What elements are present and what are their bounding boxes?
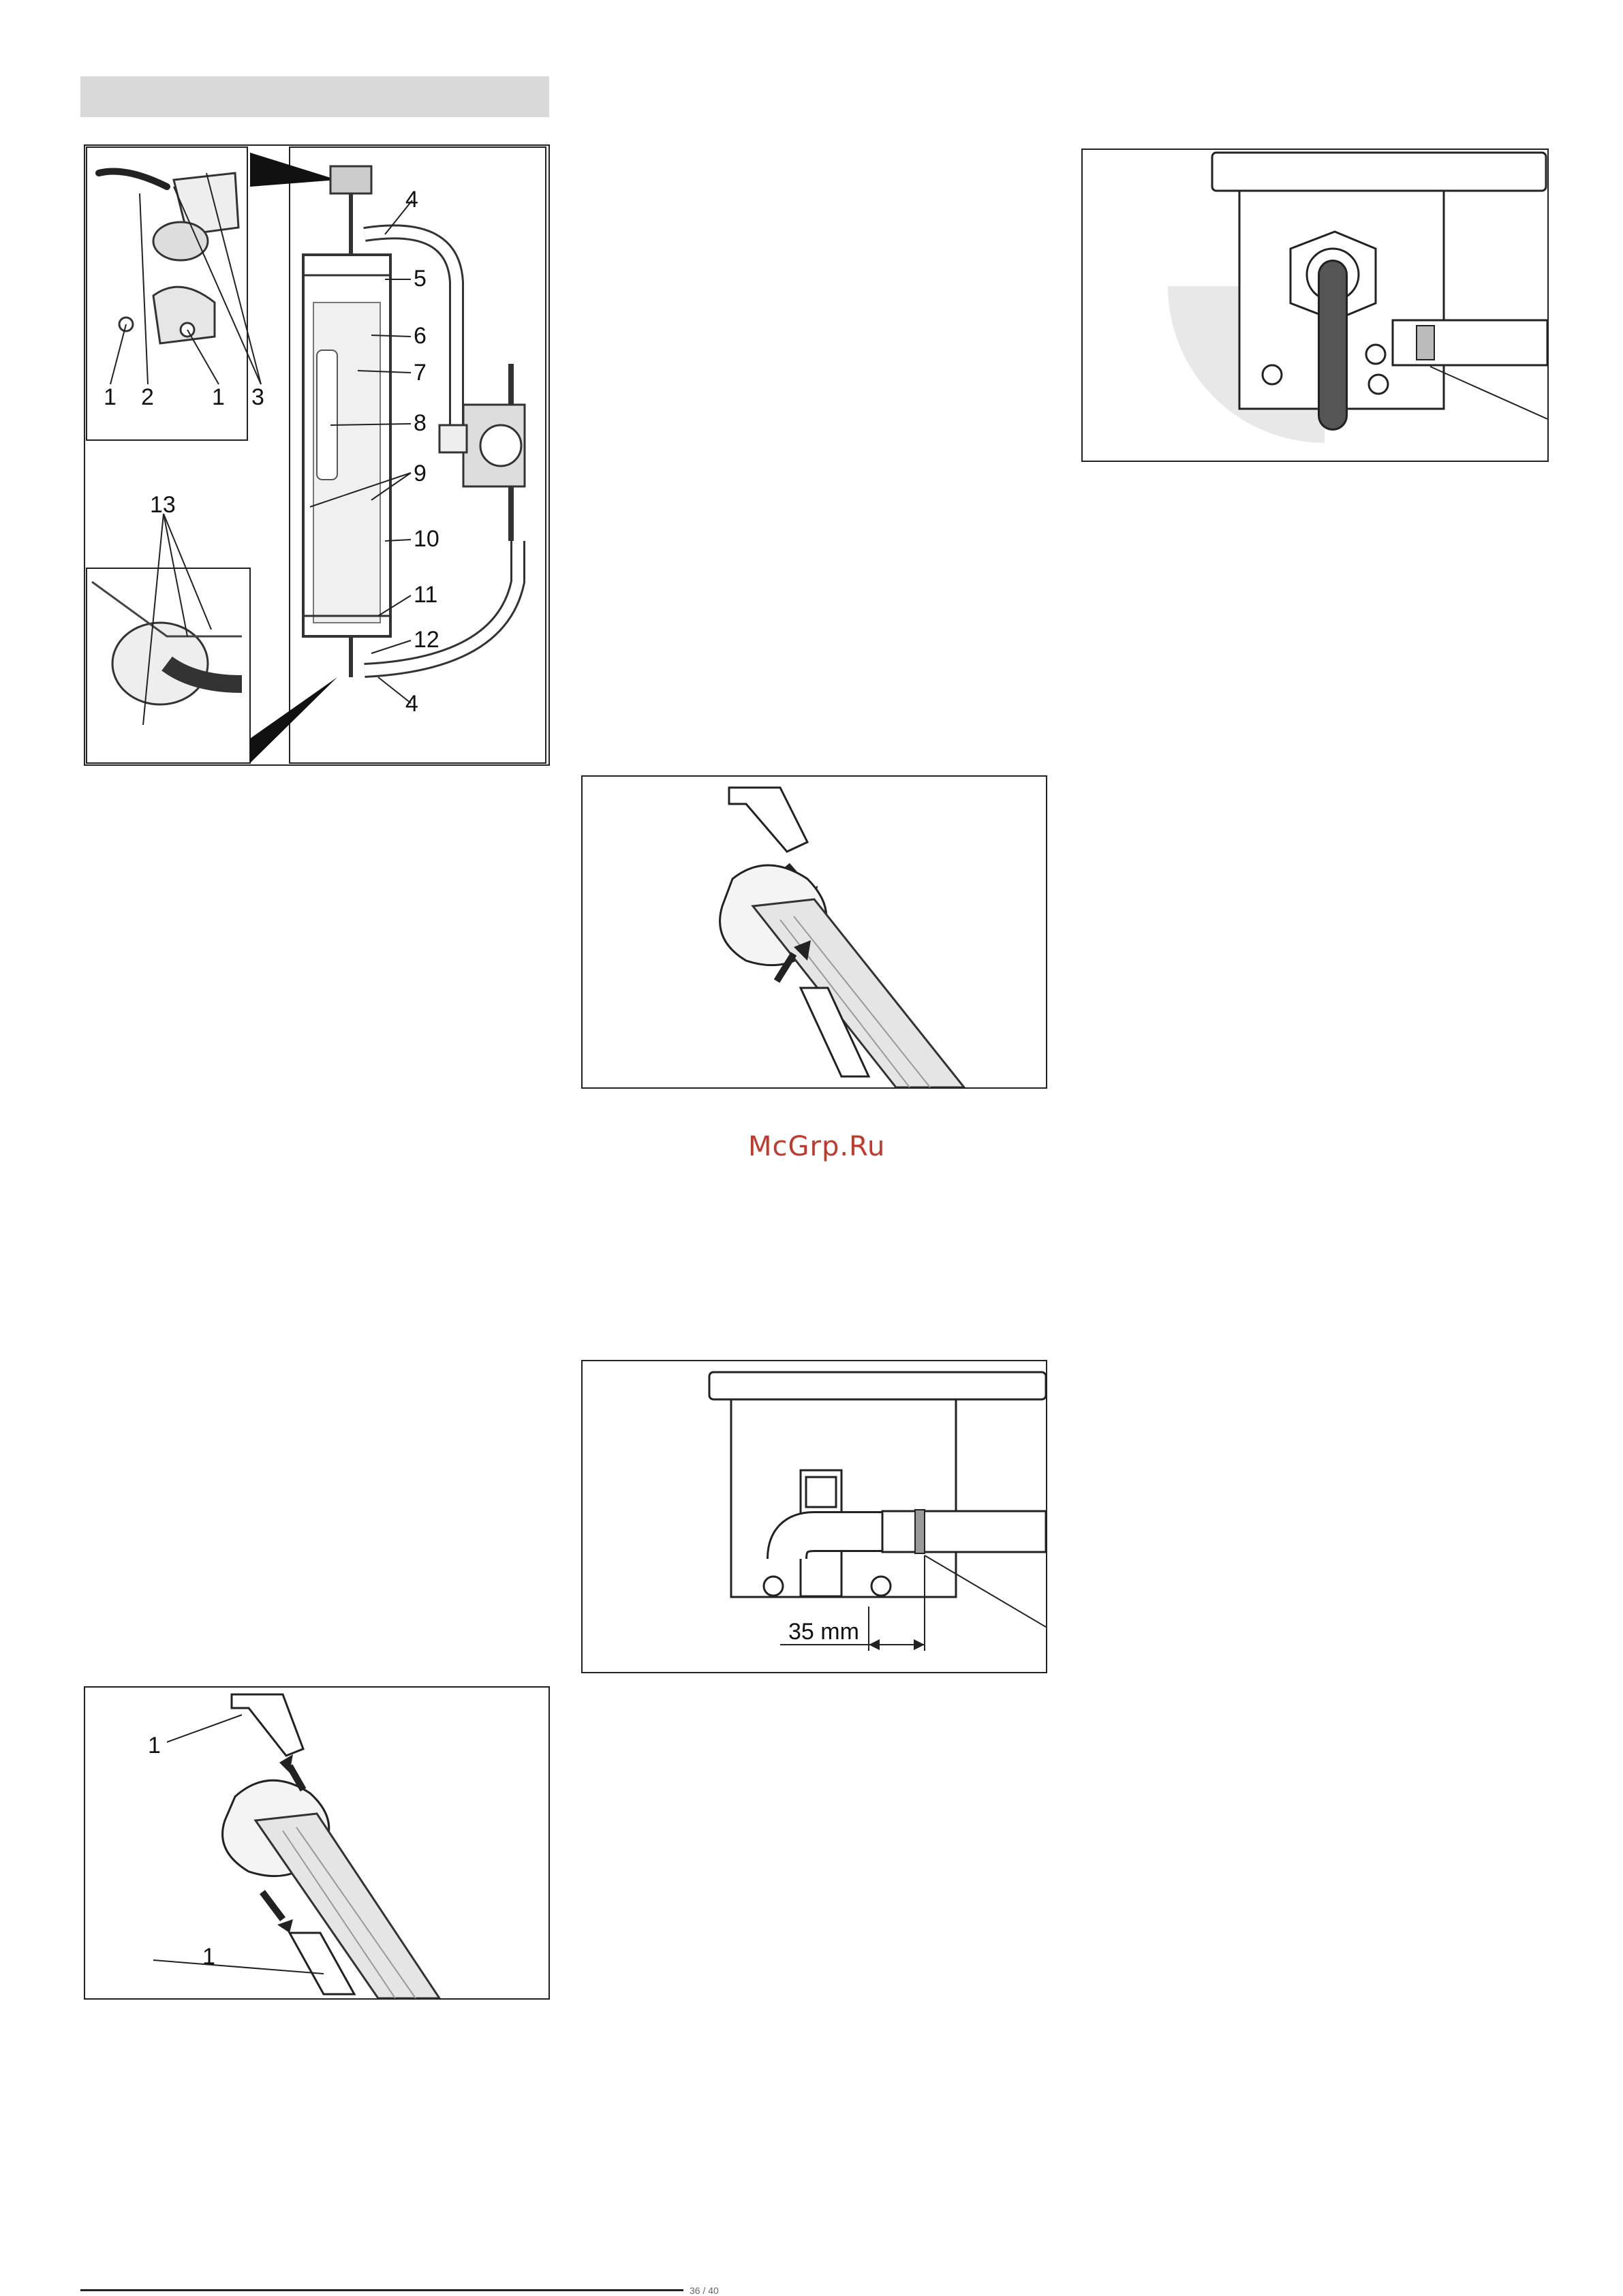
hose-distance-figure (581, 1360, 1047, 1673)
section-header-bar (80, 76, 549, 117)
callout-9: 9 (414, 461, 427, 486)
callout-4-bottom: 4 (405, 691, 418, 717)
callout-1a: 1 (104, 384, 117, 410)
callout-6: 6 (414, 323, 427, 349)
callout-5: 5 (414, 266, 427, 292)
dimension-label: 35 mm (788, 1619, 859, 1645)
cartridge-insert-figure (581, 775, 1047, 1089)
footer-page-number: 36 / 40 (690, 2285, 719, 2296)
callout-11: 11 (414, 582, 438, 608)
footer-rule (80, 2289, 683, 2291)
callout-8: 8 (414, 410, 427, 436)
callout-1-bottom: 1 (202, 1944, 215, 1970)
callout-13: 13 (150, 492, 176, 518)
callout-12: 12 (414, 627, 439, 653)
filter-assembly-figure (84, 144, 550, 766)
callout-7: 7 (414, 360, 427, 386)
filter-assembly-drawing (85, 146, 548, 764)
cartridge-remove-figure (84, 1686, 550, 2000)
callout-1b: 1 (212, 384, 225, 410)
callout-1-top: 1 (148, 1733, 161, 1758)
pump-figure (1081, 149, 1549, 462)
cartridge-insert-drawing (583, 777, 1046, 1087)
callout-3: 3 (251, 384, 264, 410)
callout-2: 2 (141, 384, 154, 410)
callout-4-top: 4 (405, 187, 418, 213)
watermark: McGrp.Ru (748, 1131, 886, 1162)
pump-drawing (1083, 150, 1547, 461)
callout-10: 10 (414, 526, 439, 552)
